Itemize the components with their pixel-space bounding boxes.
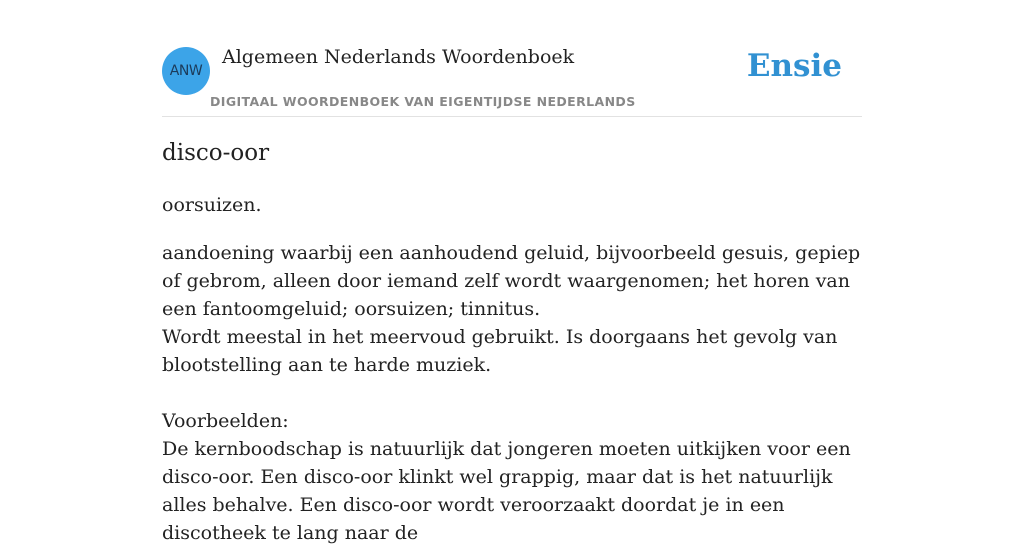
entry-body	[162, 239, 862, 547]
anw-logo[interactable]: ANW	[162, 47, 210, 95]
spacer	[162, 379, 862, 407]
entry-definition: aandoening waarbij een aanhoudend geluid, bijvoorbeeld gesuis, gepiep of gebrom, alleen door iemand zelf wordt waargenomen; het horen van een fantoomgeluid; oorsuizen; tinnitus.	[162, 242, 861, 320]
examples-heading: Voorbeelden:	[162, 410, 289, 432]
site-tagline: DIGITAAL WOORDENBOEK VAN EIGENTIJDSE NEDERLANDS	[210, 94, 636, 109]
site-title[interactable]: Algemeen Nederlands Woordenboek	[222, 46, 575, 68]
entry-examples: De kernboodschap is natuurlijk dat jongeren moeten uitkijken voor een disco-oor. Een disco-oor klinkt wel grappig, maar dat is het natuurlijk alles behalve. Een disco-oor wordt veroorzaakt doordat je in een discotheek te lang naar de	[162, 438, 851, 544]
entry-note: Wordt meestal in het meervoud gebruikt. Is doorgaans het gevolg van blootstelling aan te harde muziek.	[162, 326, 838, 376]
page-container	[162, 0, 862, 544]
site-header	[162, 0, 862, 117]
entry-term: disco-oor	[162, 140, 270, 166]
entry-synonym: oorsuizen.	[162, 194, 262, 216]
ensie-brand-logo[interactable]: Ensie	[746, 48, 842, 84]
